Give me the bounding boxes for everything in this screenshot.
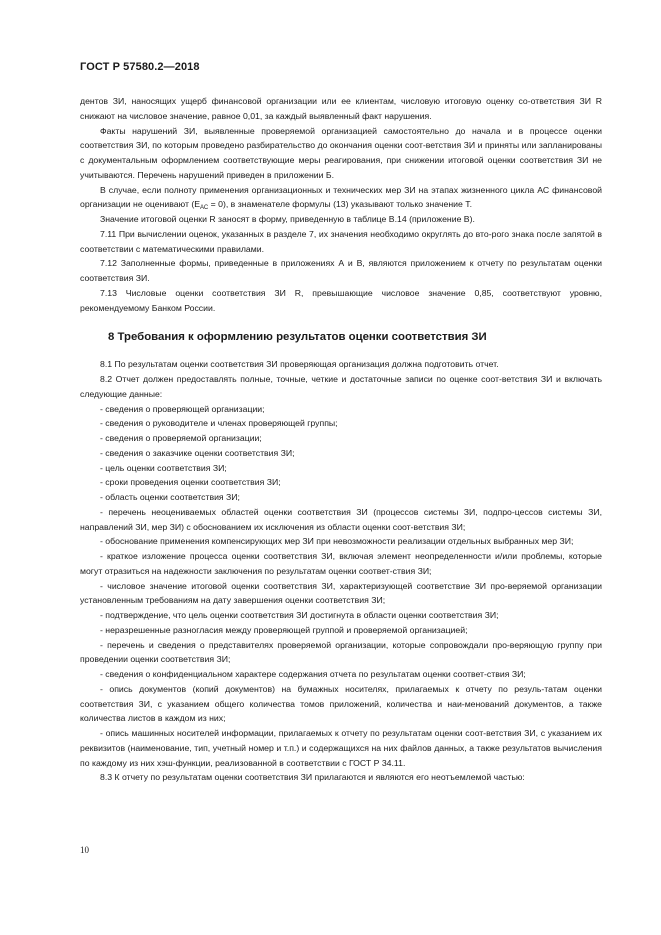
clause-8-2: 8.2 Отчет должен предоставлять полные, точные, четкие и достаточные записи по оценке соот-ветствия ЗИ и включать следующие данные: — [80, 374, 602, 399]
list-item: - сведения о проверяющей организации; — [100, 403, 265, 414]
list-item: - опись документов (копий документов) на бумажных носителях, прилагаемых к отчету по резуль-татам оценки соответствия ЗИ, с указанием общего количества томов приложений, количества и наи-менований документов, а также количества листов в каждом из них; — [80, 683, 602, 724]
list-item: - опись машинных носителей информации, прилагаемых к отчету по результатам оценки соот-ветствия ЗИ, с указанием их реквизитов (наименование, тип, учетный номер и т.п.) и содержащихся на них файлов данных, а также результатов вычисления по каждому из них хэш-функции, реализованной в соответствии с ГОСТ Р 34.11. — [80, 728, 602, 768]
list-item: - сроки проведения оценки соответствия ЗИ; — [100, 477, 281, 488]
clause-7-11: 7.11 При вычислении оценок, указанных в разделе 7, их значения необходимо округлять до вто-рого знака после запятой в соответствии с математическими правилами. — [80, 228, 602, 254]
text-run: В случае, если полноту применения организационных и технических мер ЗИ на этапах жизненного цикла АС финансовой организации не оценивают (E — [80, 184, 602, 210]
list-item: - сведения о конфиденциальном характере содержания отчета по результатам оценки соответ-ствия ЗИ; — [100, 669, 526, 679]
section-heading: 8 Требования к оформлению результатов оценки соответствия ЗИ — [108, 331, 487, 344]
list-item: - область оценки соответствия ЗИ; — [100, 492, 240, 502]
list-item: - числовое значение итоговой оценки соответствия ЗИ, характеризующей соответствие ЗИ про-веряемой организации установленным требованиям на дату завершения оценки соответствия ЗИ; — [80, 580, 602, 606]
list-item: - неразрешенные разногласия между проверяющей группой и проверяемой организацией; — [100, 624, 468, 635]
list-item: - цель оценки соответствия ЗИ; — [100, 462, 227, 473]
list-item: - сведения о заказчике оценки соответствия ЗИ; — [100, 447, 295, 458]
paragraph: дентов ЗИ, наносящих ущерб финансовой организации или ее клиентам, числовую итоговую оценку со-ответствия ЗИ R снижают на числовое значение, равное 0,01, за каждый выявленный факт нарушения. — [80, 96, 602, 121]
document-header: ГОСТ Р 57580.2—2018 — [80, 61, 200, 73]
paragraph-formula-note — [80, 183, 602, 213]
list-item: - подтверждение, что цель оценки соответствия ЗИ достигнута в области оценки соответствия ЗИ; — [100, 610, 499, 620]
list-item: - перечень и сведения о представителях проверяемой организации, которые сопровождали про-веряющую группу при проведении оценки соответствия ЗИ; — [80, 639, 602, 665]
page-number: 10 — [80, 845, 89, 855]
subscript: АС — [200, 205, 209, 212]
paragraph: Факты нарушений ЗИ, выявленные проверяемой организацией самостоятельно до начала и в процессе оценки соответствия ЗИ, по которым проведено разбирательство до окончания оценки соот-ветствия ЗИ и приняты или запланированы с документальным оформлением соответствующие меры реагирования, при снижении итоговой оценки соответствия ЗИ не учитываются. Перечень нарушений приведен в приложении Б. — [80, 125, 602, 180]
list-item: - сведения о руководителе и членах проверяющей группы; — [100, 418, 338, 429]
list-item: - сведения о проверяемой организации; — [100, 433, 262, 443]
clause-8-1: 8.1 По результатам оценки соответствия ЗИ проверяющая организация должна подготовить отчет. — [100, 359, 499, 370]
document-body — [80, 94, 602, 785]
paragraph: Значение итоговой оценки R заносят в форму, приведенную в таблице В.14 (приложение В). — [100, 214, 475, 224]
list-item: - перечень неоцениваемых областей оценки соответствия ЗИ (процессов системы ЗИ, подпро-цессов системы ЗИ, направлений ЗИ, мер ЗИ) с обоснованием их исключения из области оценки соот-ветствия ЗИ; — [80, 506, 602, 532]
list-item: - обоснование применения компенсирующих мер ЗИ при невозможности реализации отдельных выбранных мер ЗИ; — [100, 536, 574, 547]
clause-7-12: 7.12 Заполненные формы, приведенные в приложениях А и В, являются приложением к отчету по результатам оценки соответствия ЗИ. — [80, 258, 602, 283]
clause-7-13: 7.13 Числовые оценки соответствия ЗИ R, превышающие числовое значение 0,85, соответствуют уровню, рекомендуемому Банком России. — [80, 287, 602, 313]
text-run: = 0), в знаменателе формулы (13) указывают только значение T. — [208, 199, 472, 210]
clause-8-3: 8.3 К отчету по результатам оценки соответствия ЗИ прилагаются и являются его неотъемлемой частью: — [100, 772, 525, 783]
list-item: - краткое изложение процесса оценки соответствия ЗИ, включая элемент неопределенности и/или проблемы, которые могут отразиться на надежности заключения по результатам оценки соответ-ствия ЗИ; — [80, 551, 602, 576]
